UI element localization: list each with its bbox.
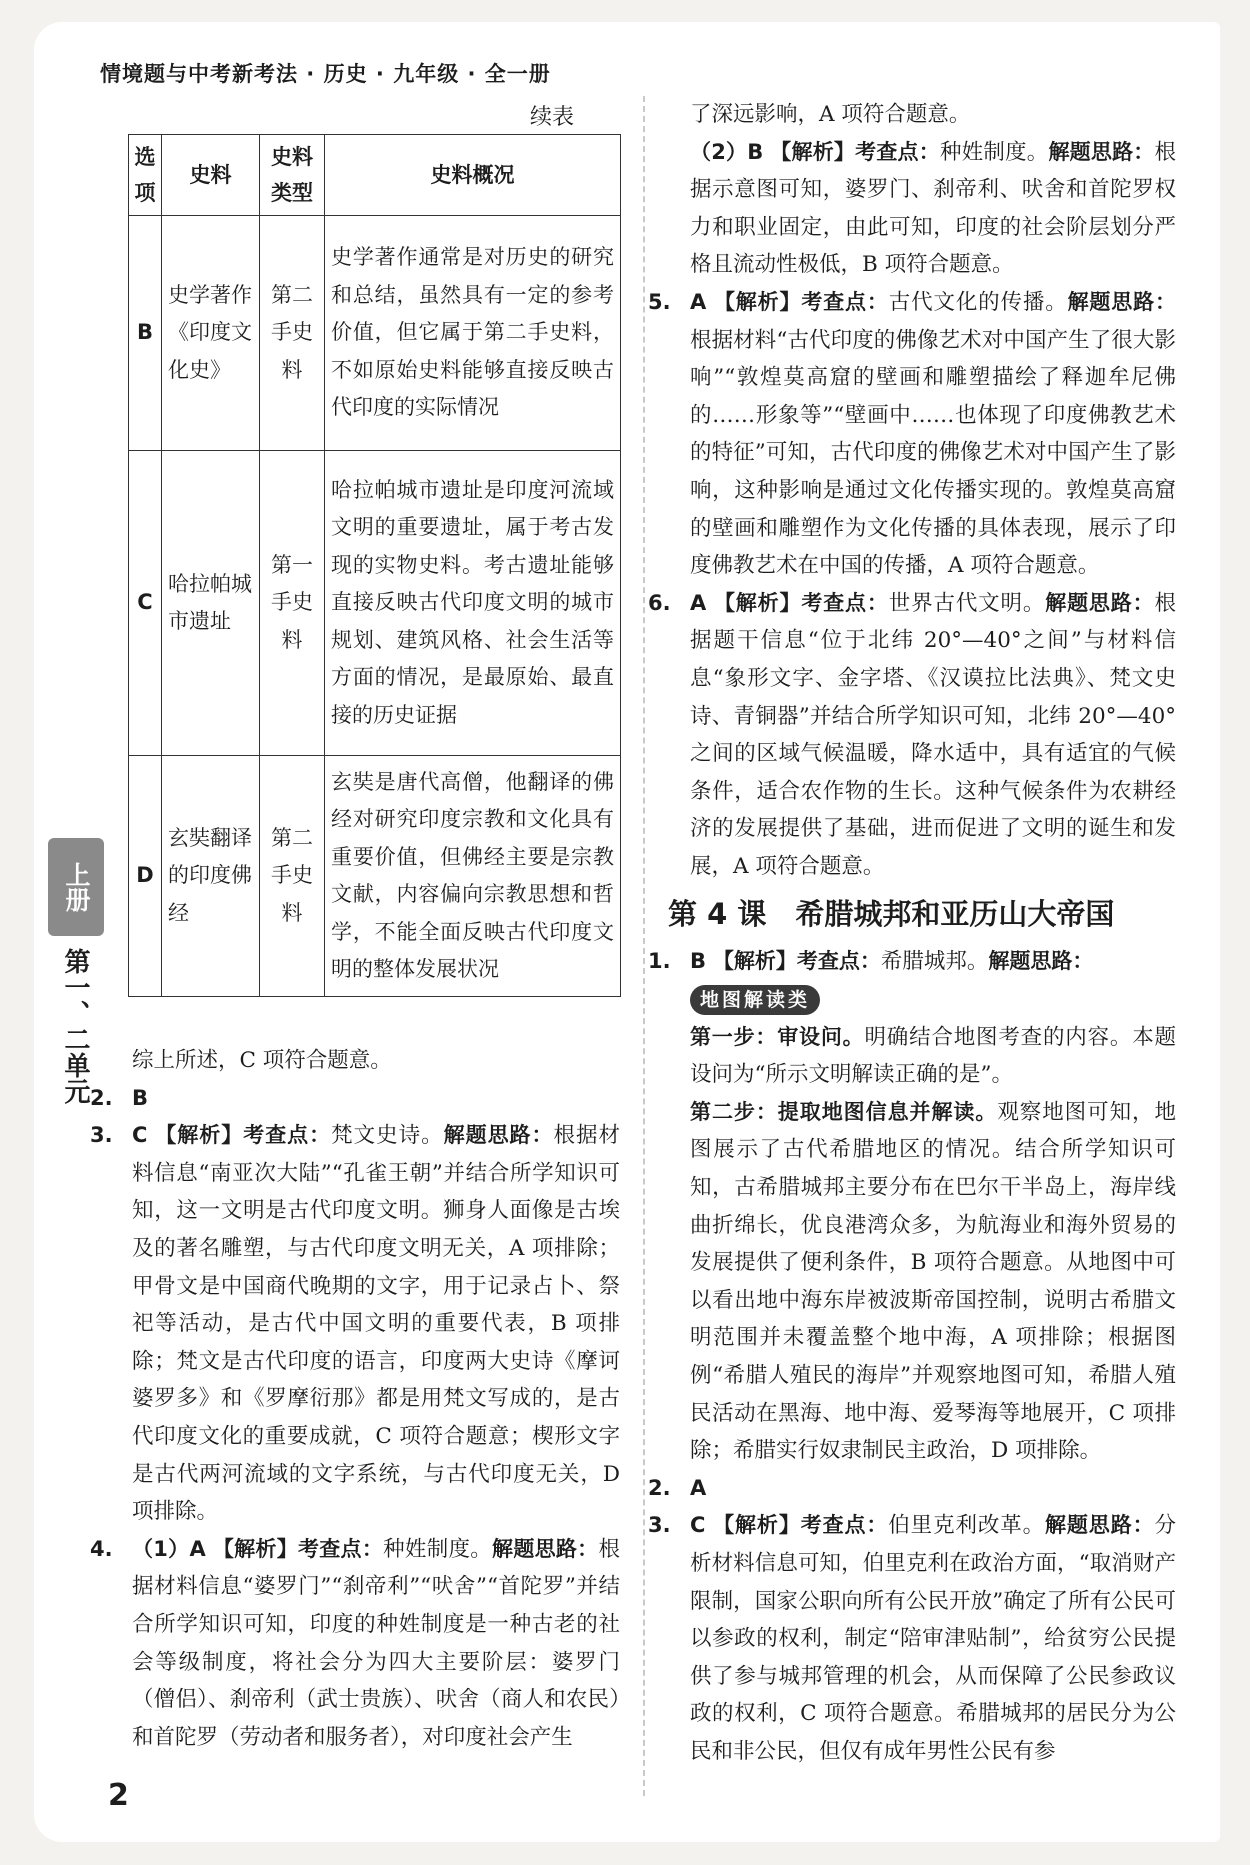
silu-label: 解题思路： (1045, 1513, 1155, 1538)
map-reading-badge-wrap (648, 981, 1176, 1019)
explanation-text: 根据材料信息“婆罗门”“刹帝利”“吠舍”“首陀罗”并结合所学知识可知，印度的种姓制度是一种古老的社会等级制度，将社会分为四大主要阶层：婆罗门（僧侣）、刹帝利（武士贵族）、吠舍（商人和农民）和首陀罗（劳动者和服务者），对印度社会产生 (132, 1536, 620, 1750)
question-number: 6. (648, 590, 671, 615)
answer-6 (648, 585, 1176, 886)
jiexi-tag: 【解析】 (770, 139, 856, 164)
question-number: 4. (90, 1536, 113, 1561)
cell-overview: 哈拉帕城市遗址是印度河流域文明的重要遗址，属于考古发现的实物史料。考古遗址能够直接反映古代印度文明的城市规划、建筑风格、社会生活等方面的情况，是最原始、最直接的历史证据 (325, 451, 621, 756)
cell-source: 玄奘翻译的印度佛经 (162, 756, 260, 997)
jiexi-tag: 【解析】 (155, 1123, 244, 1148)
answer-2 (90, 1080, 620, 1118)
question-number: 2. (90, 1085, 113, 1110)
jiexi-tag: 【解析】 (713, 1513, 801, 1538)
header-overview: 史料概况 (325, 135, 621, 216)
answer-letter: A (690, 590, 707, 615)
step-1-label: 第一步：审设问。 (690, 1024, 865, 1049)
answer-4 (90, 1531, 620, 1757)
question-number: 5. (648, 289, 671, 314)
kaodian-text: 伯里克利改革。 (888, 1513, 1046, 1539)
kaodian-label: 考查点： (801, 289, 889, 314)
kaodian-text: 希腊城邦。 (880, 949, 989, 975)
header-option: 选项 (129, 135, 162, 216)
kaodian-label: 考查点： (297, 1536, 384, 1561)
cell-type: 第一手史料 (260, 451, 325, 756)
silu-label: 解题思路： (443, 1123, 554, 1148)
lesson4-answer-2 (648, 1470, 1176, 1508)
jiexi-tag: 【解析】 (713, 289, 802, 314)
answer-part: （1）A (132, 1536, 206, 1561)
answer-4-continued: 了深远影响，A 项符合题意。 (690, 102, 971, 127)
answer-3 (90, 1117, 620, 1531)
answer-5 (648, 284, 1176, 585)
table-continued-label: 续表 (530, 105, 575, 130)
page-number: 2 (108, 1778, 129, 1813)
kaodian-label: 考查点： (243, 1123, 332, 1148)
column-divider (643, 96, 645, 1796)
answer-letter: A (690, 1475, 707, 1500)
question-number: 1. (648, 949, 671, 974)
table-row (129, 756, 621, 997)
volume-tab: 上册 (48, 838, 104, 936)
cell-option: D (129, 756, 162, 997)
explanation-text: 根据题干信息“位于北纬 20°—40°之间”与材料信息“象形文字、金字塔、《汉谟拉比法典》、梵文史诗、青铜器”并结合所学知识可知，北纬 20°—40°之间的区域气候温暖，降水适中，具有适宜的气候条件，适合农作物的生长。这种气候条件为农耕经济的发展提供了基础，进而促进了文明的诞生和发展，A 项符合题意。 (690, 590, 1177, 879)
table-header-row (129, 135, 621, 216)
jiexi-tag: 【解析】 (712, 949, 797, 974)
header-type: 史料类型 (260, 135, 325, 216)
cell-type: 第二手史料 (260, 216, 325, 451)
answer-letter: B (690, 949, 707, 974)
table-row (129, 451, 621, 756)
cell-type: 第二手史料 (260, 756, 325, 997)
step-2 (648, 1094, 1176, 1470)
source-table (128, 134, 621, 997)
kaodian-label: 考查点： (796, 949, 881, 974)
left-column (90, 1042, 620, 1756)
running-header: 情境题与中考新考法 · 历史 · 九年级 · 全一册 (100, 62, 551, 86)
kaodian-text: 种姓制度。 (383, 1536, 493, 1562)
step-2-text: 观察地图可知，地图展示了古代希腊地区的情况。结合所学知识可知，古希腊城邦主要分布在巴尔干半岛上，海岸线曲折绵长，优良港湾众多，为航海业和海外贸易的发展提供了便利条件，B 项符合题意。从地图中可以看出地中海东岸被波斯帝国控制，说明古希腊文明范围并未覆盖整个地中海，A 项排除；根据图例“希腊人殖民的海岸”并观察地图可知，希腊人殖民活动在黑海、地中海、爱琴海等地展开，C 项排除；希腊实行奴隶制民主政治，D 项排除。 (690, 1099, 1176, 1464)
step-1-text: 明确结合地图考查的内容。本题设问为“所示文明解读正确的是”。 (690, 1024, 1177, 1088)
silu-label: 解题思路： (1045, 590, 1155, 615)
answer-letter: C (690, 1513, 706, 1538)
kaodian-text: 世界古代文明。 (888, 590, 1046, 616)
step-2-label: 第二步：提取地图信息并解读。 (690, 1099, 998, 1124)
silu-label: 解题思路： (1048, 139, 1155, 164)
right-column (648, 96, 1176, 1771)
cell-overview: 史学著作通常是对历史的研究和总结，虽然具有一定的参考价值，但它属于第二手史料，不如原始史料能够直接反映古代印度的实际情况 (325, 216, 621, 451)
header-source: 史料 (162, 135, 260, 216)
kaodian-text: 梵文史诗。 (331, 1123, 444, 1149)
silu-label: 解题思路： (492, 1536, 599, 1561)
answer-part: （2）B (690, 139, 764, 164)
answer-letter: B (132, 1085, 149, 1110)
table-row (129, 216, 621, 451)
silu-label: 解题思路： (988, 949, 1094, 974)
question-number: 3. (648, 1513, 671, 1538)
cell-source: 哈拉帕城市遗址 (162, 451, 260, 756)
table-summary: 综上所述，C 项符合题意。 (132, 1048, 392, 1073)
kaodian-label: 考查点： (855, 139, 940, 164)
lesson-title: 第 4 课 希腊城邦和亚历山大帝国 (668, 897, 1115, 932)
explanation-text: 根据材料信息“南亚次大陆”“孔雀王朝”并结合所学知识可知，这一文明是古代印度文明。狮身人面像是古埃及的著名雕塑，与古代印度文明无关，A 项排除；甲骨文是中国商代晚期的文字，用于记录占卜、祭祀等活动，是古代中国文明的重要代表，B 项排除；梵文是古代印度的语言，印度两大史诗《摩诃婆罗多》和《罗摩衍那》都是用梵文写成的，是古代印度文化的重要成就，C 项符合题意；楔形文字是古代两河流域的文字系统，与古代印度无关，D 项排除。 (132, 1123, 621, 1525)
lesson4-answer-1 (648, 943, 1176, 981)
map-reading-badge: 地图解读类 (690, 985, 820, 1015)
answer-4-2 (648, 134, 1176, 284)
silu-label: 解题思路： (1067, 289, 1176, 314)
jiexi-tag: 【解析】 (713, 590, 802, 615)
cell-overview: 玄奘是唐代高僧，他翻译的佛经对研究印度宗教和文化具有重要价值，但佛经主要是宗教文献，内容偏向宗教思想和哲学，不能全面反映古代印度文明的整体发展状况 (325, 756, 621, 997)
kaodian-label: 考查点： (801, 590, 889, 615)
question-number: 2. (648, 1475, 671, 1500)
cell-source: 史学著作《印度文化史》 (162, 216, 260, 451)
cell-option: C (129, 451, 162, 756)
cell-option: B (129, 216, 162, 451)
answer-letter: A (690, 289, 707, 314)
unit-tab: 第一、二单元 (60, 948, 90, 1104)
kaodian-text: 古代文化的传播。 (888, 289, 1068, 315)
jiexi-tag: 【解析】 (212, 1536, 298, 1561)
question-number: 3. (90, 1123, 113, 1148)
explanation-text: 根据材料“古代印度的佛像艺术对中国产生了很大影响”“敦煌莫高窟的壁画和雕塑描绘了释迦牟尼佛的……形象等”“壁画中……也体现了印度佛教艺术的特征”可知，古代印度的佛像艺术对中国产生了影响，这种影响是通过文化传播实现的。敦煌莫高窟的壁画和雕塑作为文化传播的具体表现，展示了印度佛教艺术在中国的传播，A 项符合题意。 (690, 327, 1176, 579)
explanation-text: 分析材料信息可知，伯里克利在政治方面，“取消财产限制，国家公职向所有公民开放”确定了所有公民可以参政的权利，制定“陪审津贴制”，给贫穷公民提供了参与城邦管理的机会，从而保障了公民参政议政的权利，C 项符合题意。希腊城邦的居民分为公民和非公民，但仅有成年男性公民有参 (690, 1513, 1176, 1764)
answer-letter: C (132, 1123, 148, 1148)
explanation-text: 根据示意图可知，婆罗门、刹帝利、吠舍和首陀罗权力和职业固定，由此可知，印度的社会阶层划分严格且流动性极低，B 项符合题意。 (690, 139, 1177, 278)
lesson4-answer-3 (648, 1507, 1176, 1770)
kaodian-text: 种姓制度。 (939, 139, 1049, 165)
step-1 (648, 1019, 1176, 1094)
kaodian-label: 考查点： (800, 1513, 889, 1538)
